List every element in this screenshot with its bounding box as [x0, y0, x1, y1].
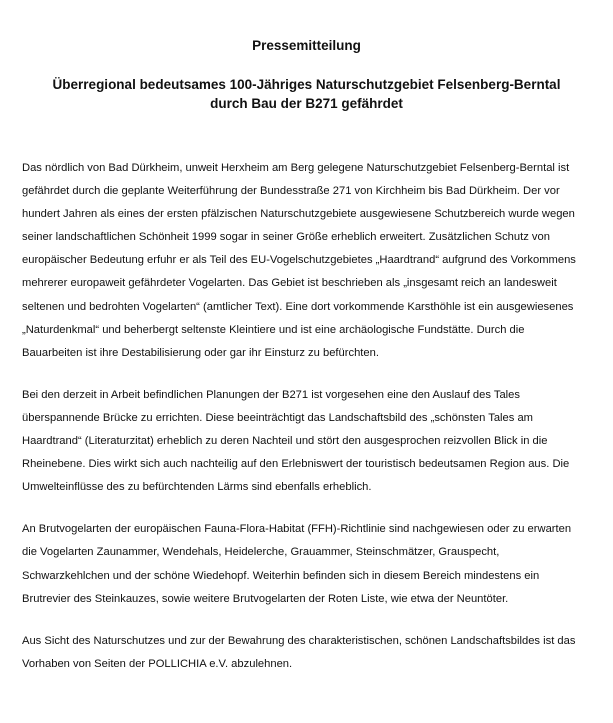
- text-line: hundert Jahren als eines der ersten pfälzischen Naturschutzgebiete ausgewiesene Schutzbereich wurde wegen: [22, 208, 575, 221]
- text-line: An Brutvogelarten der europäischen Fauna-Flora-Habitat (FFH)-Richtlinie sind nachgewiesen oder zu erwarten: [22, 523, 572, 536]
- paragraph-bruecke: [22, 384, 591, 499]
- text-line: seiner landschaftlichen Schönheit 1999 sogar in seiner Größe erheblich erweitert. Zusätzlichen Schutz von: [22, 231, 550, 244]
- text-line: überspannende Brücke zu errichten. Diese beeinträchtigt das Landschaftsbild des „schönsten Tales am: [22, 411, 533, 424]
- text-line: Bei den derzeit in Arbeit befindlichen Planungen der B271 ist vorgesehen eine den Auslauf des Tales: [22, 388, 520, 401]
- paragraph-fazit: [22, 630, 591, 676]
- text-line: seltenen und bedrohten Vogelarten“ (amtlicher Text). Eine dort vorkommende Karsthöhle ist ein ausgewiesenes: [22, 300, 574, 313]
- text-line: Umwelteinflüsse des zu befürchtenden Lärms sind ebenfalls erheblich.: [22, 481, 372, 494]
- text-line: Das nördlich von Bad Dürkheim, unweit Herxheim am Berg gelegene Naturschutzgebiet Felsenberg-Berntal ist: [22, 162, 570, 174]
- text-line: Rheinebene. Dies wirkt sich auch nachteilig auf den Erlebniswert der touristisch bedeutsamen Region aus. Die: [22, 458, 570, 471]
- text-line: mehrerer europaweit gefährdeter Vogelarten. Das Gebiet ist beschrieben als „insgesamt reich an landesweit: [22, 277, 557, 290]
- title-line: Überregional bedeutsames 100-Jähriges Naturschutzgebiet Felsenberg-Berntal: [52, 77, 561, 92]
- document-title: [22, 75, 591, 113]
- text-line: „Naturdenkmal“ und beherbergt seltenste Kleintiere und ist eine archäologische Fundstätte. Durch die: [22, 323, 525, 336]
- text-line: Bauarbeiten ist ihre Destabilisierung oder gar ihr Einsturz zu befürchten.: [22, 346, 379, 359]
- text-line: Haardtrand“ (Literaturzitat) erheblich zu deren Nachteil und stört den ausgesprochen reizvollen Blick in die: [22, 435, 548, 448]
- text-line: gefährdet durch die geplante Weiterführung der Bundesstraße 271 von Kirchheim bis Bad Dürkheim. Der vor: [22, 185, 560, 198]
- text-line: Vorhaben von Seiten der POLLICHIA e.V. abzulehnen.: [22, 657, 293, 670]
- title-line: durch Bau der B271 gefährdet: [210, 96, 403, 111]
- text-line: die Vogelarten Zaunammer, Wendehals, Heidelerche, Grauammer, Steinschmätzer, Grauspecht,: [22, 546, 500, 559]
- text-line: Brutrevier des Steinkauzes, sowie weitere Brutvogelarten der Roten Liste, wie etwa der Neuntöter.: [22, 592, 509, 605]
- document-body: [22, 157, 591, 676]
- paragraph-brutvogelarten: [22, 518, 591, 610]
- text-line: europäischer Bedeutung erfuhr er als Teil des EU-Vogelschutzgebietes „Haardtrand“ aufgrund des Vorkommens: [22, 254, 576, 267]
- document-type-heading: Pressemitteilung: [252, 38, 361, 53]
- paragraph-nsg-gefaehrdung: [22, 157, 591, 365]
- text-line: Aus Sicht des Naturschutzes und zur der Bewahrung des charakteristischen, schönen Landschaftsbildes ist das: [22, 634, 576, 647]
- text-line: Schwarzkehlchen und der schöne Wiedehopf. Weiterhin befinden sich in diesem Bereich mindestens ein: [22, 569, 540, 582]
